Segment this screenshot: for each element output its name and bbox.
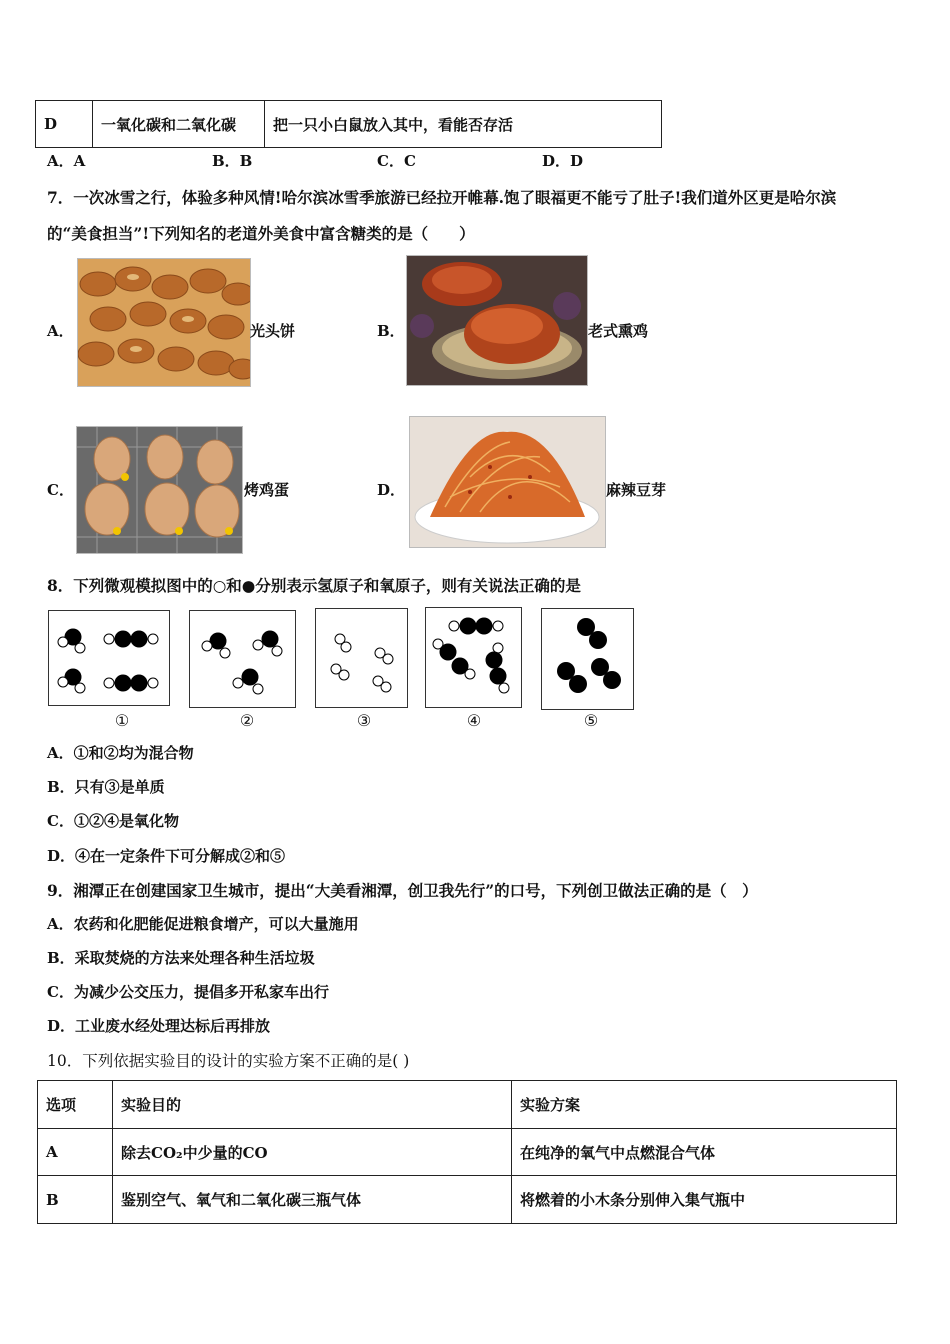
q6-option-d: D．D: [542, 152, 584, 170]
table-cell-letter: D: [36, 101, 93, 148]
q7-stem-line2: 的“美食担当”!下列知名的老道外美食中富含糖类的是（ ）: [47, 224, 475, 243]
roasted-egg-image: [76, 426, 243, 554]
table-header-purpose: 实验目的: [113, 1081, 512, 1129]
q7-option-a-letter: A．: [47, 322, 74, 340]
q9-option-d: D．工业废水经处理达标后再排放: [47, 1017, 271, 1035]
spicy-bean-sprouts-image: [409, 416, 606, 548]
q6-option-a: A．A: [47, 152, 86, 170]
q9-stem: 9．湘潭正在创建国家卫生城市，提出“大美看湘潭，创卫我先行”的口号，下列创卫做法正确的是（ ）: [47, 881, 758, 900]
molecule-diagram-2: [190, 611, 295, 707]
bean-sprouts-illustration: [410, 417, 605, 547]
molecule-diagram-1: [49, 611, 169, 705]
table-cell-plan: 在纯净的氧气中点燃混合气体: [512, 1129, 897, 1176]
q7-option-b-label: 老式熏鸡: [588, 322, 649, 340]
box-label-2: ②: [239, 711, 255, 730]
q7-option-d-letter: D．: [377, 481, 406, 499]
table-row: [38, 1129, 897, 1176]
molecule-box-3: [315, 608, 408, 708]
q8-option-b: B．只有③是单质: [47, 778, 165, 796]
box-label-3: ③: [356, 711, 372, 730]
q8-stem: 8．下列微观模拟图中的○和●分别表示氢原子和氧原子，则有关说法正确的是: [47, 576, 581, 595]
previous-question-table: [35, 100, 662, 148]
q6-option-c: C．C: [377, 152, 416, 170]
q7-option-c-label: 烤鸡蛋: [244, 481, 290, 499]
molecule-diagram-5: [542, 609, 633, 709]
table-header-option: 选项: [38, 1081, 113, 1129]
q7-stem-line1: 7．一次冰雪之行，体验多种风情!哈尔滨冰雪季旅游已经拉开帷幕.饱了眼福更不能亏了肚子!我们道外区更是哈尔滨: [47, 188, 837, 207]
table-cell-option: A: [38, 1129, 113, 1176]
table-cell-method: 把一只小白鼠放入其中，看能否存活: [265, 101, 662, 148]
chicken-illustration: [407, 256, 587, 385]
table-cell-item: 一氧化碳和二氧化碳: [93, 101, 265, 148]
box-label-1: ①: [114, 711, 130, 730]
bread-image: [77, 258, 251, 387]
box-label-5: ⑤: [583, 711, 599, 730]
q7-option-d-label: 麻辣豆芽: [606, 481, 667, 499]
q8-option-c: C．①②④是氧化物: [47, 812, 179, 830]
table-header-row: [38, 1081, 897, 1129]
table-cell-purpose: 鉴别空气、氧气和二氧化碳三瓶气体: [113, 1176, 512, 1224]
q9-option-b: B．采取焚烧的方法来处理各种生活垃圾: [47, 949, 315, 967]
bread-illustration: [78, 259, 250, 386]
molecule-box-5: [541, 608, 634, 710]
q10-table: [37, 1080, 897, 1224]
q7-option-c-letter: C．: [47, 481, 74, 499]
q9-option-a: A．农药和化肥能促进粮食增产，可以大量施用: [47, 915, 359, 933]
q10-stem: 10．下列依据实验目的设计的实验方案不正确的是( ): [47, 1052, 410, 1070]
q6-option-b: B．B: [212, 152, 253, 170]
molecule-diagram-4: [426, 608, 521, 707]
smoked-chicken-image: [406, 255, 588, 386]
molecule-box-1: [48, 610, 170, 706]
box-label-4: ④: [466, 711, 482, 730]
q7-option-a-label: 光头饼: [250, 322, 296, 340]
q8-option-a: A．①和②均为混合物: [47, 744, 194, 762]
table-row: [38, 1176, 897, 1224]
q7-option-b-letter: B．: [377, 322, 405, 340]
molecule-diagram-3: [316, 609, 407, 707]
molecule-box-4: [425, 607, 522, 708]
table-row: [36, 101, 662, 148]
table-header-plan: 实验方案: [512, 1081, 897, 1129]
table-cell-plan: 将燃着的小木条分别伸入集气瓶中: [512, 1176, 897, 1224]
q8-option-d: D．④在一定条件下可分解成②和⑤: [47, 847, 286, 865]
eggs-illustration: [77, 427, 242, 553]
q9-option-c: C．为减少公交压力，提倡多开私家车出行: [47, 983, 329, 1001]
table-cell-purpose: 除去CO₂中少量的CO: [113, 1129, 512, 1176]
table-cell-option: B: [38, 1176, 113, 1224]
molecule-box-2: [189, 610, 296, 708]
